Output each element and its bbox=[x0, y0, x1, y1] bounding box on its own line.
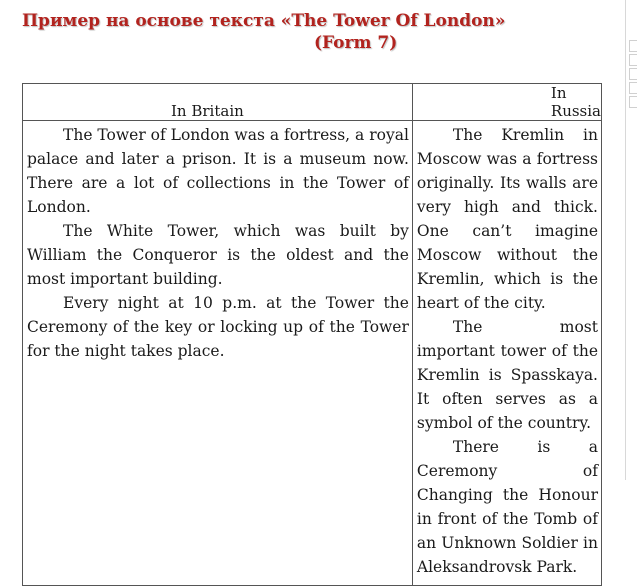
russia-paragraph-2: The most important tower of the Kremlin is Spasskaya. It often serves as a symbol of the country. bbox=[416, 318, 598, 432]
britain-cell bbox=[23, 121, 413, 586]
header-britain: In Britain bbox=[23, 84, 413, 121]
table-header-row bbox=[23, 84, 602, 121]
title-line-1: Пример на основе текста «The Tower Of London» bbox=[22, 11, 506, 31]
russia-cell bbox=[412, 121, 601, 586]
comparison-table bbox=[22, 83, 602, 586]
slide-edge-decoration bbox=[625, 0, 640, 480]
britain-paragraph-3: Every night at 10 p.m. at the Tower the Ceremony of the key or locking up of the Tower for the night takes place. bbox=[27, 294, 409, 360]
britain-paragraph-1: The Tower of London was a fortress, a royal palace and later a prison. It is a museum now. There are a lot of collections in the Tower of London. bbox=[27, 126, 409, 216]
table-row bbox=[23, 121, 602, 586]
russia-paragraph-3: There is a Ceremony of Changing the Honour in front of the Tomb of an Unknown Soldier in Aleksandrovsk Park. bbox=[416, 438, 598, 576]
header-russia: In Russia bbox=[412, 84, 601, 121]
russia-paragraph-1: The Kremlin in Moscow was a fortress originally. Its walls are very high and thick. One can’t imagine Moscow without the Kremlin, which is the heart of the city. bbox=[416, 126, 598, 312]
slide-title bbox=[22, 10, 622, 54]
title-line-2: (Form 7) bbox=[314, 33, 398, 53]
britain-paragraph-2: The White Tower, which was built by William the Conqueror is the oldest and the most important building. bbox=[27, 222, 409, 288]
